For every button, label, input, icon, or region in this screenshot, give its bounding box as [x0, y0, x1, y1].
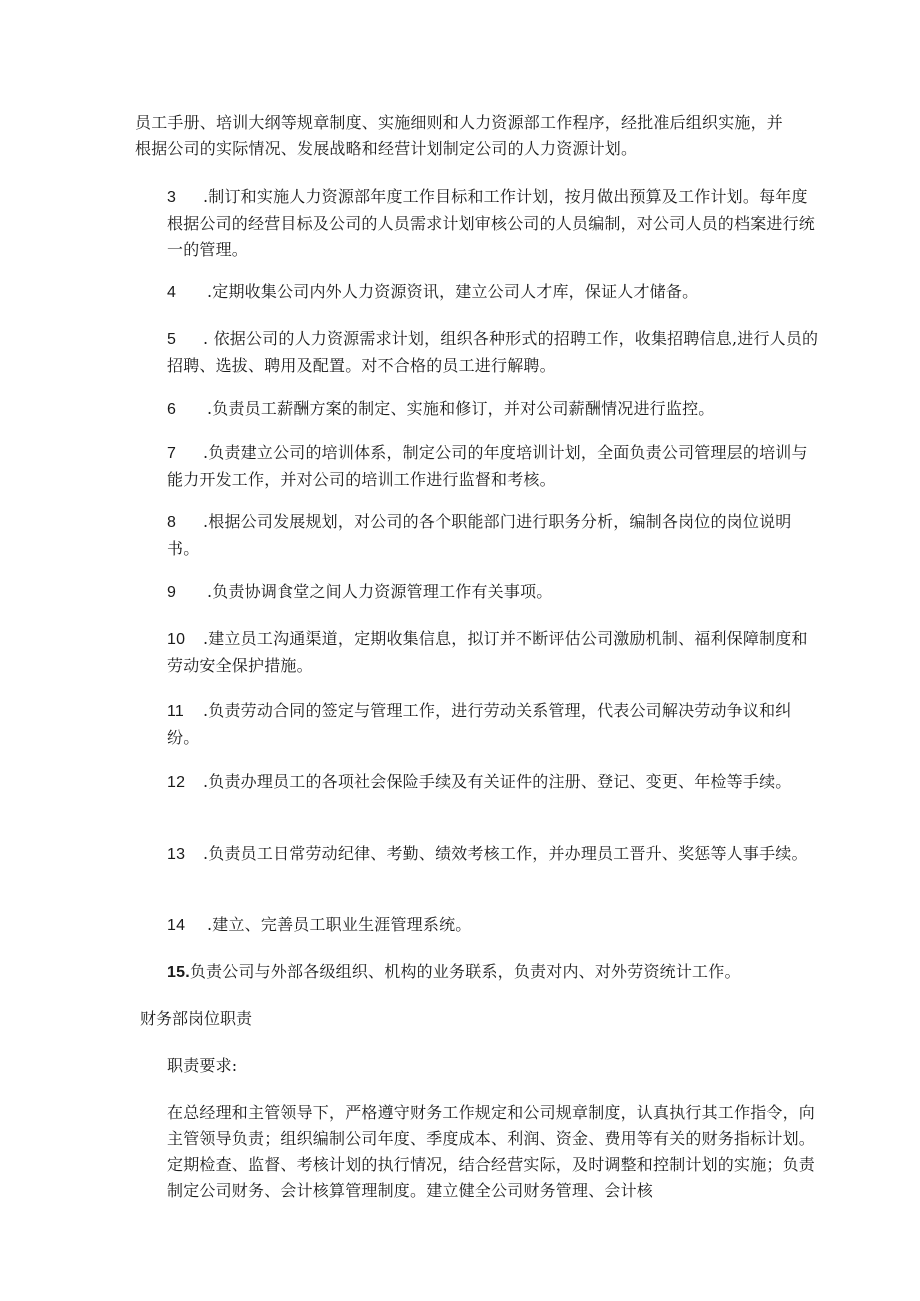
item-text: .负责建立公司的培训体系，制定公司的年度培训计划，全面负责公司管理层的培训与能力开发工作，并对公司的培训工作进行监督和考核。 [167, 443, 808, 489]
paragraph-item-5 [135, 326, 822, 379]
item-number: 10 [167, 631, 186, 648]
item-text: .负责员工薪酬方案的制定、实施和修订，并对公司薪酬情况进行监控。 [207, 399, 715, 418]
item-number: 7 [167, 445, 177, 462]
section-body: 在总经理和主管领导下，严格遵守财务工作规定和公司规章制度，认真执行其工作指令，向主管领导负责；组织编制公司年度、季度成本、利润、资金、费用等有关的财务指标计划。定期检查、监督、考核计划的执行情况，结合经营实际，及时调整和控制计划的实施；负责制定公司财务、会计核算管理制度。建立健全公司财务管理、会计核 [167, 1103, 816, 1200]
item-number: 12 [167, 774, 186, 791]
item-text: .建立员工沟通渠道，定期收集信息，拟订并不断评估公司激励机制、福利保障制度和劳动安全保护措施。 [167, 629, 808, 675]
item-number: 9 [167, 584, 177, 601]
item-text: . 依据公司的人力资源需求计划，组织各种形式的招聘工作，收集招聘信息,进行人员的招聘、选拔、聘用及配置。对不合格的员工进行解聘。 [167, 329, 819, 375]
item-text: .负责劳动合同的签定与管理工作，进行劳动关系管理，代表公司解决劳动争议和纠纷。 [167, 701, 792, 747]
paragraph-item-10 [135, 626, 822, 679]
item-number: 14 [167, 917, 186, 934]
item-text: .负责员工日常劳动纪律、考勤、绩效考核工作，并办理员工晋升、奖惩等人事手续。 [203, 844, 808, 863]
item-text: .根据公司发展规划，对公司的各个职能部门进行职务分析，编制各岗位的岗位说明书。 [167, 512, 792, 558]
item-text: .负责办理员工的各项社会保险手续及有关证件的注册、登记、变更、年检等手续。 [203, 772, 792, 791]
item-number: 3 [167, 189, 177, 206]
item-number: 5 [167, 331, 177, 348]
paragraph-item-14 [135, 912, 822, 939]
paragraph-item-3 [135, 184, 822, 263]
paragraph-item-13 [135, 841, 822, 868]
paragraph-item-12 [135, 769, 822, 796]
paragraph-intro: 员工手册、培训大纲等规章制度、实施细则和人力资源部工作程序，经批准后组织实施，并根据公司的实际情况、发展战略和经营计划制定公司的人力资源计划。 [135, 113, 784, 158]
paragraph-item-8 [135, 509, 822, 562]
item-text: .建立、完善员工职业生涯管理系统。 [207, 915, 472, 934]
item-number: 11 [167, 703, 185, 720]
item-number: 15. [167, 964, 190, 981]
section-title: 财务部岗位职责 [140, 1009, 253, 1028]
paragraph-item-11 [135, 698, 822, 751]
item-number: 13 [167, 846, 186, 863]
item-number: 6 [167, 401, 177, 418]
paragraph-item-15 [135, 959, 822, 986]
paragraph-item-9 [135, 579, 822, 606]
paragraph-item-7 [135, 440, 822, 493]
paragraph-item-4 [135, 279, 822, 306]
item-text: .制订和实施人力资源部年度工作目标和工作计划，按月做出预算及工作计划。每年度根据公司的经营目标及公司的人员需求计划审核公司的人员编制，对公司人员的档案进行统一的管理。 [167, 187, 816, 259]
section-subtitle: 职责要求: [167, 1056, 238, 1075]
item-number: 4 [167, 284, 177, 301]
item-text: .负责协调食堂之间人力资源管理工作有关事项。 [207, 582, 553, 601]
paragraph-item-6 [135, 396, 822, 423]
item-number: 8 [167, 514, 177, 531]
item-text: 负责公司与外部各级组织、机构的业务联系，负责对内、对外劳资统计工作。 [189, 962, 741, 981]
item-text: .定期收集公司内外人力资源资讯，建立公司人才库，保证人才储备。 [207, 282, 699, 301]
